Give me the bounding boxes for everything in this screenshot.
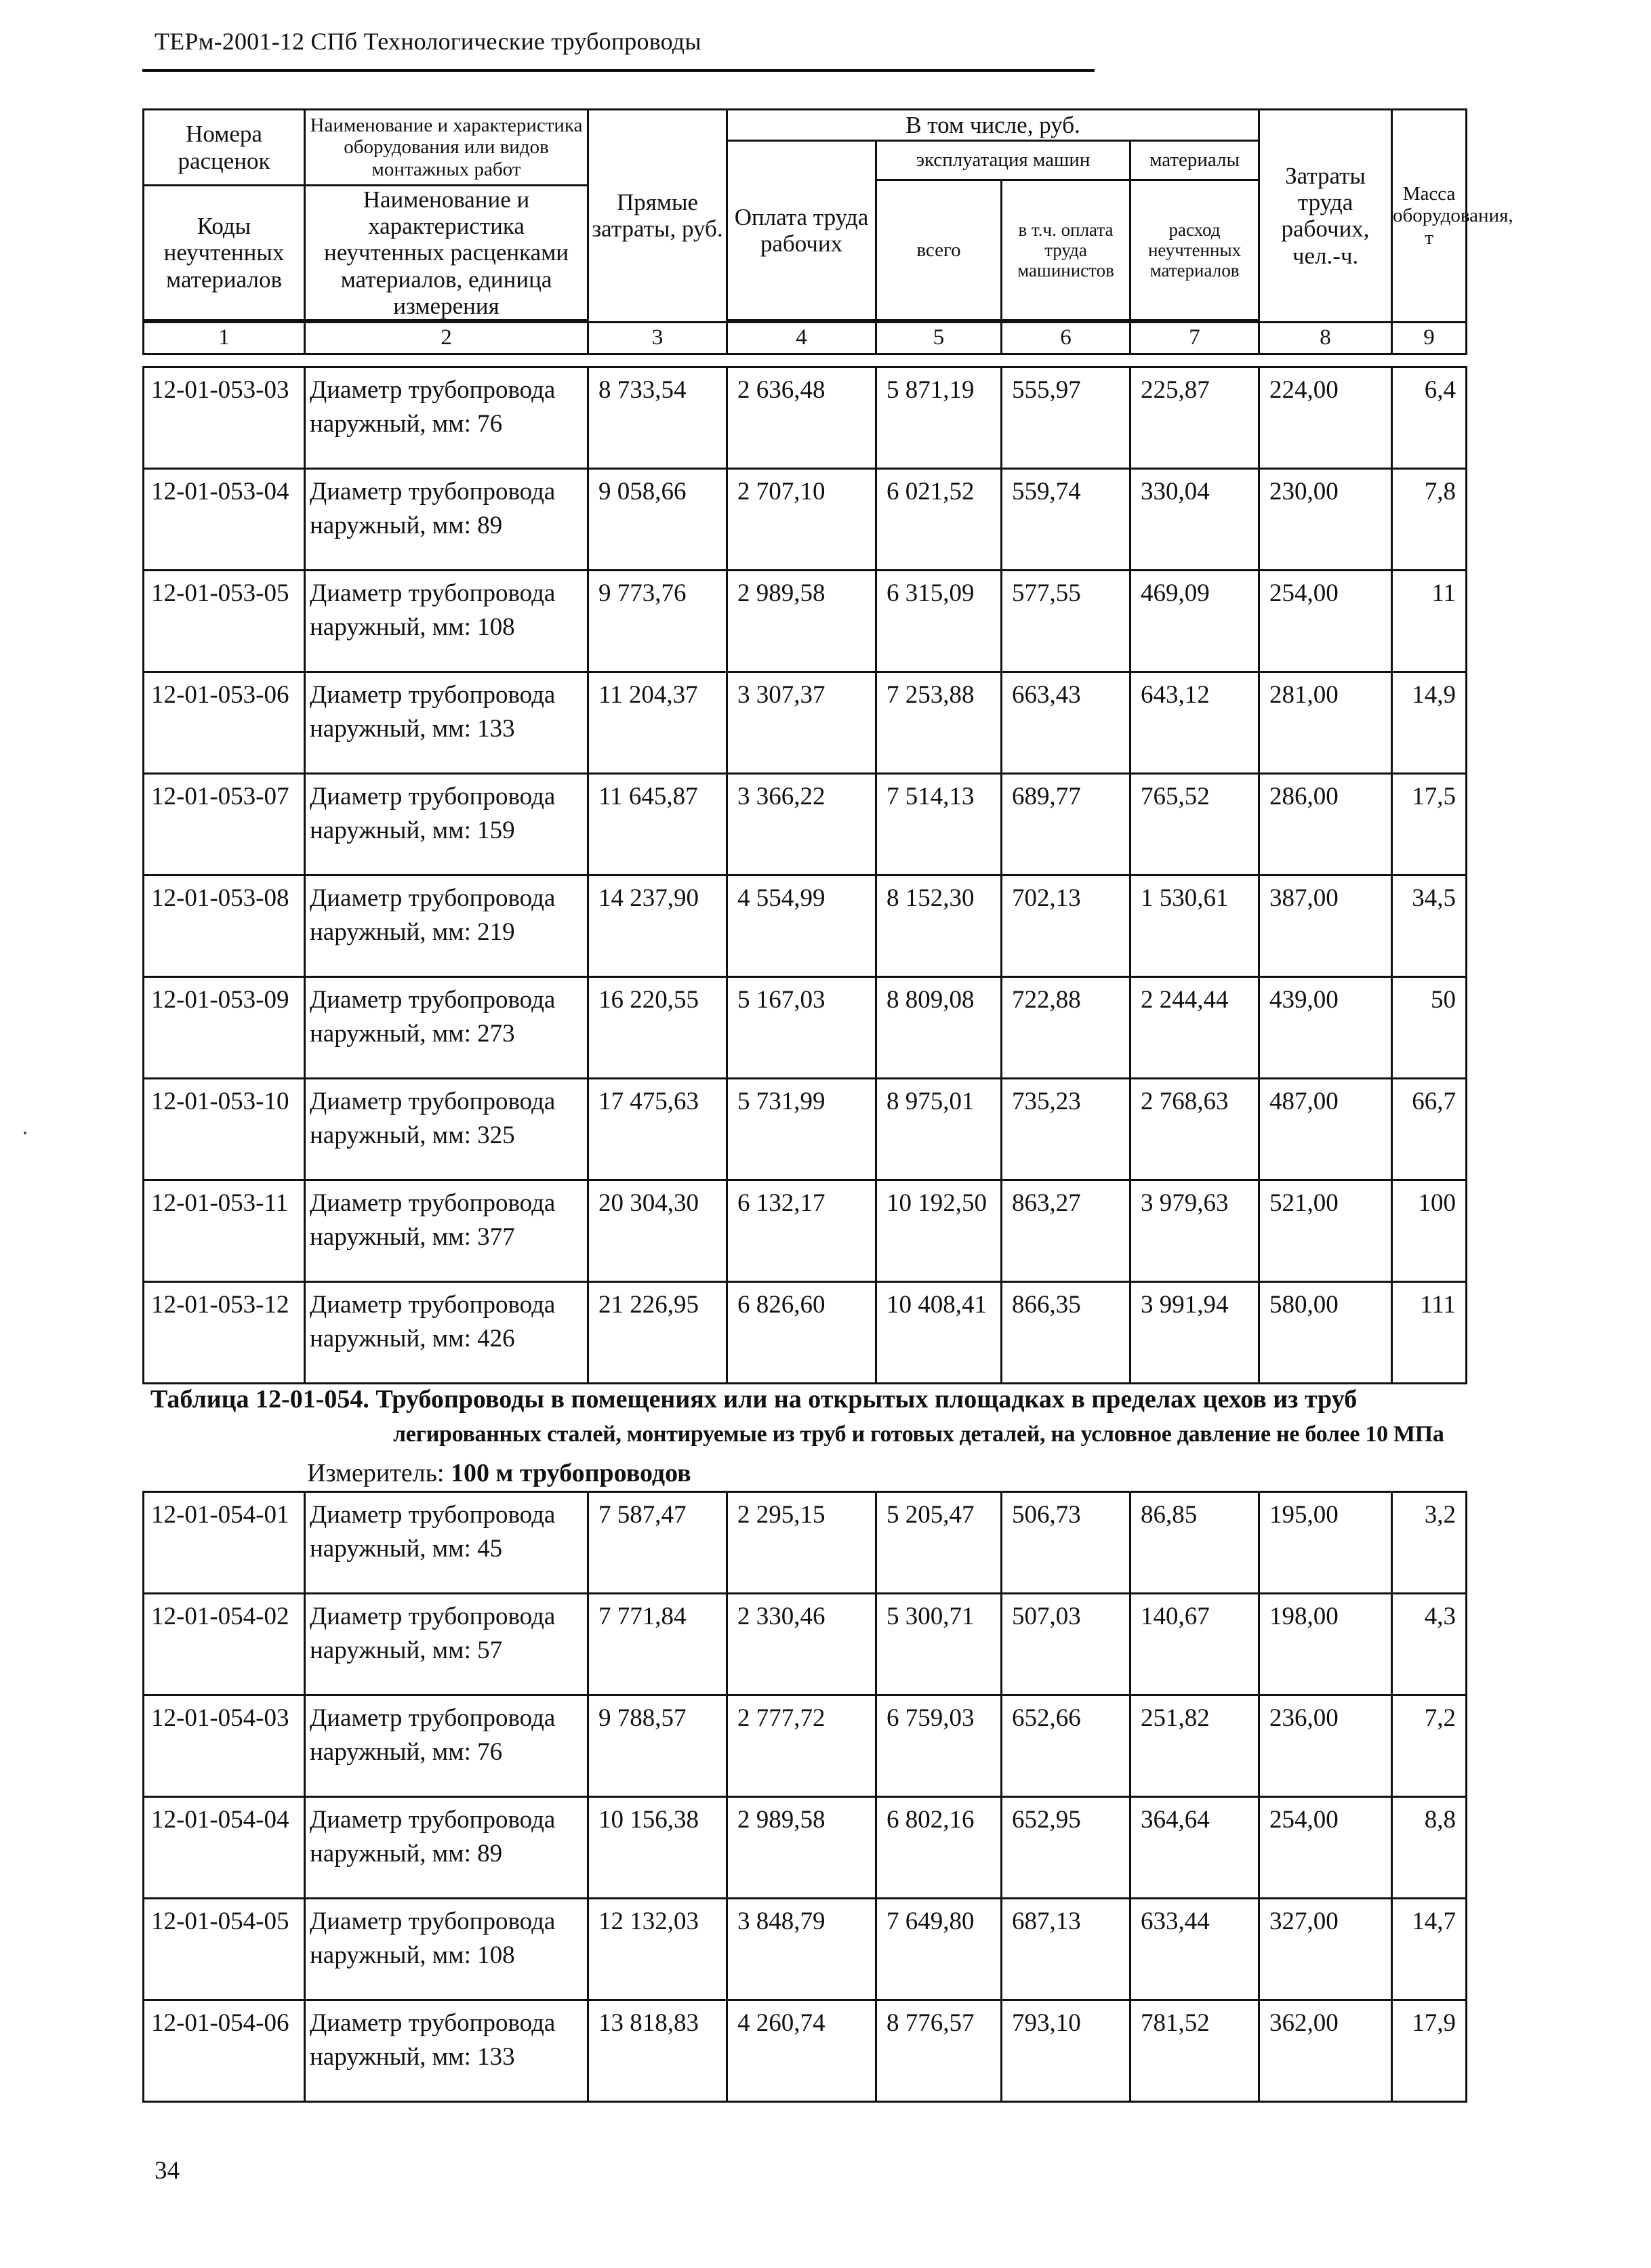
- work-name-line1: Диаметр трубопровода: [310, 986, 556, 1014]
- labor-hours: 487,00: [1259, 1079, 1392, 1180]
- material-cost: 781,52: [1130, 2000, 1259, 2102]
- work-name-line1: Диаметр трубопровода: [310, 1704, 556, 1732]
- col-number: 8: [1259, 322, 1392, 354]
- work-name-line1: Диаметр трубопровода: [310, 783, 556, 810]
- work-name-line2: наружный, мм: 219: [310, 918, 515, 946]
- labor-cost: 2 636,48: [727, 367, 876, 469]
- labor-cost: 6 132,17: [727, 1180, 876, 1282]
- material-cost: 364,64: [1130, 1797, 1259, 1899]
- equipment-mass: 7,2: [1392, 1695, 1467, 1797]
- table-row: [144, 774, 1467, 875]
- work-name-line2: наружный, мм: 377: [310, 1223, 515, 1251]
- table-row: [144, 469, 1467, 571]
- machine-labor-cost: 793,10: [1002, 2000, 1130, 2102]
- col2-top-header: Наименование и характеристика оборудования или видов монтажных работ: [305, 110, 588, 186]
- col-number: 1: [144, 322, 305, 354]
- material-cost: 330,04: [1130, 469, 1259, 571]
- labor-cost: 5 731,99: [727, 1079, 876, 1180]
- equipment-mass: 14,9: [1392, 672, 1467, 774]
- work-name-line1: Диаметр трубопровода: [310, 1189, 556, 1217]
- material-cost: 643,12: [1130, 672, 1259, 774]
- machine-cost: 8 776,57: [876, 2000, 1002, 2102]
- rate-code: 12-01-054-03: [144, 1695, 305, 1797]
- machine-cost: 5 205,47: [876, 1492, 1002, 1594]
- machine-labor-cost: 506,73: [1002, 1492, 1130, 1594]
- rate-code: 12-01-053-10: [144, 1079, 305, 1180]
- labor-hours: 236,00: [1259, 1695, 1392, 1797]
- machine-cost: 6 021,52: [876, 469, 1002, 571]
- machine-cost: 8 975,01: [876, 1079, 1002, 1180]
- labor-cost: 2 989,58: [727, 1797, 876, 1899]
- machine-labor-cost: 866,35: [1002, 1282, 1130, 1384]
- col2-bottom-header: Наименование и характеристика неучтенных расценками материалов, единица измерения: [305, 186, 588, 321]
- labor-hours: 254,00: [1259, 571, 1392, 672]
- equipment-mass: 3,2: [1392, 1492, 1467, 1594]
- direct-cost: 8 733,54: [588, 367, 727, 469]
- labor-cost: 3 307,37: [727, 672, 876, 774]
- machines-header: эксплуатация машин: [876, 141, 1130, 180]
- work-name-line2: наружный, мм: 426: [310, 1325, 515, 1353]
- work-name: [305, 1594, 588, 1695]
- labor-cost: 2 777,72: [727, 1695, 876, 1797]
- col4-header: Оплата труда рабочих: [727, 141, 876, 321]
- material-cost: 1 530,61: [1130, 875, 1259, 977]
- rate-code: 12-01-053-09: [144, 977, 305, 1079]
- work-name-line1: Диаметр трубопровода: [310, 1806, 556, 1834]
- machine-cost: 7 514,13: [876, 774, 1002, 875]
- table-row: [144, 1492, 1467, 1594]
- work-name: [305, 1899, 588, 2000]
- col8-header: Затраты труда рабочих, чел.-ч.: [1259, 110, 1392, 323]
- material-cost: 765,52: [1130, 774, 1259, 875]
- labor-cost: 5 167,03: [727, 977, 876, 1079]
- table-row: [144, 875, 1467, 977]
- machine-cost: 5 300,71: [876, 1594, 1002, 1695]
- material-cost: 469,09: [1130, 571, 1259, 672]
- meter-line: [307, 1458, 691, 1488]
- rate-code: 12-01-054-05: [144, 1899, 305, 2000]
- machine-cost: 6 759,03: [876, 1695, 1002, 1797]
- equipment-mass: 50: [1392, 977, 1467, 1079]
- rate-code: 12-01-053-07: [144, 774, 305, 875]
- col-number: 4: [727, 322, 876, 354]
- direct-cost: 11 204,37: [588, 672, 727, 774]
- work-name: [305, 571, 588, 672]
- rate-code: 12-01-054-04: [144, 1797, 305, 1899]
- col-number: 5: [876, 322, 1002, 354]
- rates-table-053: [142, 366, 1467, 1384]
- rate-code: 12-01-053-08: [144, 875, 305, 977]
- direct-cost: 9 058,66: [588, 469, 727, 571]
- work-name-line2: наружный, мм: 325: [310, 1121, 515, 1149]
- equipment-mass: 34,5: [1392, 875, 1467, 977]
- work-name-line2: наружный, мм: 108: [310, 1941, 515, 1969]
- material-cost: 3 979,63: [1130, 1180, 1259, 1282]
- work-name: [305, 1180, 588, 1282]
- col-number: 7: [1130, 322, 1259, 354]
- table-row: [144, 672, 1467, 774]
- col-number: 2: [305, 322, 588, 354]
- equipment-mass: 111: [1392, 1282, 1467, 1384]
- equipment-mass: 17,9: [1392, 2000, 1467, 2102]
- rate-code: 12-01-053-11: [144, 1180, 305, 1282]
- col9-header: Масса оборудования, т: [1392, 110, 1467, 323]
- work-name-line2: наружный, мм: 76: [310, 1738, 503, 1766]
- labor-hours: 195,00: [1259, 1492, 1392, 1594]
- machine-labor-cost: 863,27: [1002, 1180, 1130, 1282]
- machine-labor-cost: 702,13: [1002, 875, 1130, 977]
- labor-hours: 362,00: [1259, 2000, 1392, 2102]
- direct-cost: 10 156,38: [588, 1797, 727, 1899]
- work-name: [305, 2000, 588, 2102]
- machine-labor-cost: 689,77: [1002, 774, 1130, 875]
- machine-cost: 7 649,80: [876, 1899, 1002, 2000]
- equipment-mass: 4,3: [1392, 1594, 1467, 1695]
- machine-labor-cost: 555,97: [1002, 367, 1130, 469]
- meter-value: 100 м трубопроводов: [451, 1459, 691, 1487]
- work-name-line1: Диаметр трубопровода: [310, 1088, 556, 1115]
- work-name: [305, 1695, 588, 1797]
- direct-cost: 7 771,84: [588, 1594, 727, 1695]
- col1-bottom-header: Коды неучтенных материалов: [144, 186, 305, 321]
- work-name: [305, 774, 588, 875]
- col-number: 9: [1392, 322, 1467, 354]
- rates-table-054: [142, 1491, 1467, 2103]
- work-name: [305, 469, 588, 571]
- group-header: В том числе, руб.: [727, 110, 1259, 141]
- machine-labor-cost: 735,23: [1002, 1079, 1130, 1180]
- rate-code: 12-01-053-12: [144, 1282, 305, 1384]
- work-name-line1: Диаметр трубопровода: [310, 579, 556, 607]
- work-name-line1: Диаметр трубопровода: [310, 1501, 556, 1529]
- rate-code: 12-01-053-06: [144, 672, 305, 774]
- direct-cost: 11 645,87: [588, 774, 727, 875]
- rate-code: 12-01-053-04: [144, 469, 305, 571]
- direct-cost: 12 132,03: [588, 1899, 727, 2000]
- machine-labor-cost: 577,55: [1002, 571, 1130, 672]
- machine-cost: 7 253,88: [876, 672, 1002, 774]
- machine-cost: 10 408,41: [876, 1282, 1002, 1384]
- equipment-mass: 6,4: [1392, 367, 1467, 469]
- table-row: [144, 571, 1467, 672]
- rate-code: 12-01-053-05: [144, 571, 305, 672]
- equipment-mass: 7,8: [1392, 469, 1467, 571]
- direct-cost: 13 818,83: [588, 2000, 727, 2102]
- col6-header: в т.ч. оплата труда машинистов: [1002, 180, 1130, 321]
- table-row: [144, 1180, 1467, 1282]
- labor-cost: 3 366,22: [727, 774, 876, 875]
- machine-labor-cost: 559,74: [1002, 469, 1130, 571]
- material-cost: 3 991,94: [1130, 1282, 1259, 1384]
- material-cost: 86,85: [1130, 1492, 1259, 1594]
- work-name-line1: Диаметр трубопровода: [310, 681, 556, 709]
- machine-labor-cost: 722,88: [1002, 977, 1130, 1079]
- work-name-line2: наружный, мм: 273: [310, 1020, 515, 1048]
- work-name: [305, 1282, 588, 1384]
- machine-cost: 10 192,50: [876, 1180, 1002, 1282]
- labor-cost: 6 826,60: [727, 1282, 876, 1384]
- direct-cost: 17 475,63: [588, 1079, 727, 1180]
- table-title: Таблица 12-01-054. Трубопроводы в помещениях или на открытых площадках в пределах цехов из труб: [150, 1385, 1358, 1414]
- machine-cost: 5 871,19: [876, 367, 1002, 469]
- labor-hours: 286,00: [1259, 774, 1392, 875]
- work-name-line1: Диаметр трубопровода: [310, 884, 556, 912]
- work-name-line2: наружный, мм: 57: [310, 1636, 503, 1664]
- work-name: [305, 875, 588, 977]
- work-name-line1: Диаметр трубопровода: [310, 478, 556, 506]
- rate-code: 12-01-054-06: [144, 2000, 305, 2102]
- machine-labor-cost: 652,95: [1002, 1797, 1130, 1899]
- scan-speck: [24, 1132, 26, 1134]
- labor-cost: 2 707,10: [727, 469, 876, 571]
- material-cost: 225,87: [1130, 367, 1259, 469]
- work-name-line2: наружный, мм: 133: [310, 2043, 515, 2071]
- table-title-continuation: легированных сталей, монтируемые из труб и готовых деталей, на условное давление не более 10 МПа: [393, 1422, 1444, 1447]
- work-name: [305, 672, 588, 774]
- table-row: [144, 1282, 1467, 1384]
- labor-cost: 2 330,46: [727, 1594, 876, 1695]
- direct-cost: 16 220,55: [588, 977, 727, 1079]
- work-name-line2: наружный, мм: 45: [310, 1535, 503, 1563]
- machine-labor-cost: 687,13: [1002, 1899, 1130, 2000]
- machine-cost: 6 802,16: [876, 1797, 1002, 1899]
- col5-header: всего: [876, 180, 1002, 321]
- labor-cost: 2 295,15: [727, 1492, 876, 1594]
- material-cost: 251,82: [1130, 1695, 1259, 1797]
- equipment-mass: 14,7: [1392, 1899, 1467, 2000]
- labor-hours: 580,00: [1259, 1282, 1392, 1384]
- header-rule: [142, 69, 1095, 72]
- machine-labor-cost: 507,03: [1002, 1594, 1130, 1695]
- work-name: [305, 977, 588, 1079]
- equipment-mass: 8,8: [1392, 1797, 1467, 1899]
- work-name-line2: наружный, мм: 133: [310, 715, 515, 743]
- labor-cost: 4 260,74: [727, 2000, 876, 2102]
- equipment-mass: 100: [1392, 1180, 1467, 1282]
- labor-cost: 4 554,99: [727, 875, 876, 977]
- work-name: [305, 367, 588, 469]
- direct-cost: 20 304,30: [588, 1180, 727, 1282]
- machine-cost: 8 152,30: [876, 875, 1002, 977]
- material-cost: 633,44: [1130, 1899, 1259, 2000]
- work-name-line2: наружный, мм: 159: [310, 817, 515, 844]
- material-cost: 2 768,63: [1130, 1079, 1259, 1180]
- labor-hours: 327,00: [1259, 1899, 1392, 2000]
- work-name-line1: Диаметр трубопровода: [310, 1908, 556, 1935]
- table-row: [144, 977, 1467, 1079]
- table-row: [144, 1594, 1467, 1695]
- machine-cost: 6 315,09: [876, 571, 1002, 672]
- work-name-line2: наружный, мм: 76: [310, 410, 503, 438]
- labor-hours: 230,00: [1259, 469, 1392, 571]
- work-name-line2: наружный, мм: 89: [310, 1840, 503, 1868]
- work-name: [305, 1492, 588, 1594]
- work-name: [305, 1079, 588, 1180]
- labor-hours: 281,00: [1259, 672, 1392, 774]
- col-number: 6: [1002, 322, 1130, 354]
- col7-header: расход неучтенных материалов: [1130, 180, 1259, 321]
- labor-hours: 224,00: [1259, 367, 1392, 469]
- col1-top-header: Номера расценок: [144, 110, 305, 186]
- labor-hours: 521,00: [1259, 1180, 1392, 1282]
- work-name-line1: Диаметр трубопровода: [310, 2009, 556, 2037]
- labor-hours: 439,00: [1259, 977, 1392, 1079]
- table-row: [144, 1079, 1467, 1180]
- work-name: [305, 1797, 588, 1899]
- labor-cost: 3 848,79: [727, 1899, 876, 2000]
- rate-code: 12-01-054-01: [144, 1492, 305, 1594]
- work-name-line1: Диаметр трубопровода: [310, 1603, 556, 1630]
- rate-code: 12-01-054-02: [144, 1594, 305, 1695]
- direct-cost: 21 226,95: [588, 1282, 727, 1384]
- material-cost: 140,67: [1130, 1594, 1259, 1695]
- equipment-mass: 17,5: [1392, 774, 1467, 875]
- col3-header: Прямые затраты, руб.: [588, 110, 727, 323]
- table-row: [144, 1695, 1467, 1797]
- table-row: [144, 1797, 1467, 1899]
- meter-label: Измеритель:: [307, 1459, 445, 1487]
- direct-cost: 14 237,90: [588, 875, 727, 977]
- direct-cost: 9 788,57: [588, 1695, 727, 1797]
- col-number: 3: [588, 322, 727, 354]
- labor-hours: 387,00: [1259, 875, 1392, 977]
- labor-hours: 254,00: [1259, 1797, 1392, 1899]
- equipment-mass: 66,7: [1392, 1079, 1467, 1180]
- work-name-line1: Диаметр трубопровода: [310, 1291, 556, 1319]
- column-header-table: [142, 108, 1513, 355]
- running-title: ТЕРм-2001-12 СПб Технологические трубопроводы: [155, 28, 701, 55]
- work-name-line2: наружный, мм: 108: [310, 613, 515, 641]
- table-row: [144, 367, 1467, 469]
- table-row: [144, 1899, 1467, 2000]
- machine-cost: 8 809,08: [876, 977, 1002, 1079]
- machine-labor-cost: 663,43: [1002, 672, 1130, 774]
- labor-cost: 2 989,58: [727, 571, 876, 672]
- equipment-mass: 11: [1392, 571, 1467, 672]
- work-name-line2: наружный, мм: 89: [310, 512, 503, 539]
- machine-labor-cost: 652,66: [1002, 1695, 1130, 1797]
- labor-hours: 198,00: [1259, 1594, 1392, 1695]
- direct-cost: 9 773,76: [588, 571, 727, 672]
- rate-code: 12-01-053-03: [144, 367, 305, 469]
- material-cost: 2 244,44: [1130, 977, 1259, 1079]
- work-name-line1: Диаметр трубопровода: [310, 376, 556, 404]
- direct-cost: 7 587,47: [588, 1492, 727, 1594]
- table-row: [144, 2000, 1467, 2102]
- materials-header: материалы: [1130, 141, 1259, 180]
- page-number: 34: [155, 2157, 180, 2185]
